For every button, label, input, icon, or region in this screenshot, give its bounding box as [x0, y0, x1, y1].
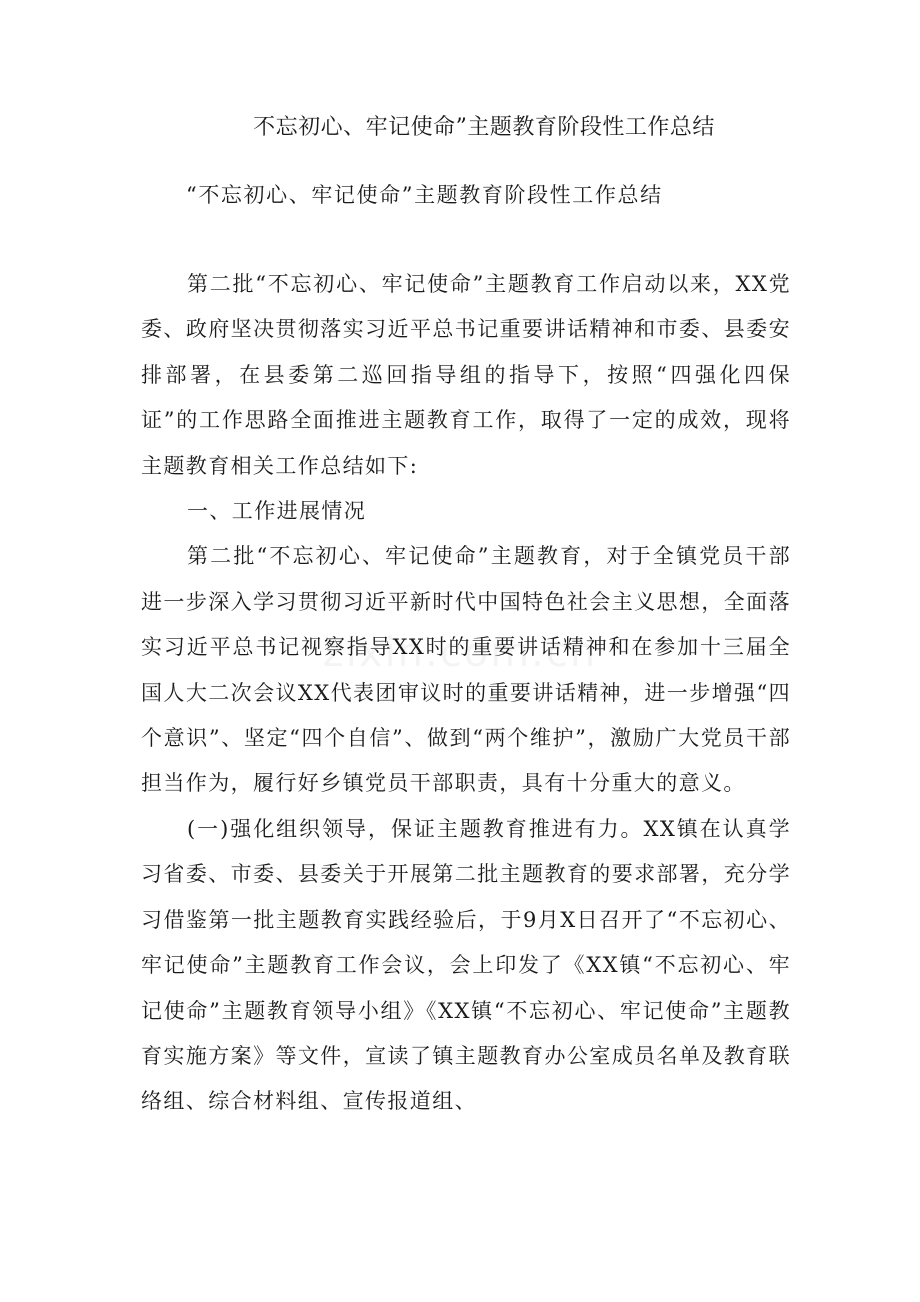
- document-subtitle: “不忘初心、牢记使命”主题教育阶段性工作总结: [186, 183, 663, 207]
- body-paragraph: 第二批“不忘初心、牢记使命”主题教育，对于全镇党员干部进一步深入学习贯彻习近平新时代中国特色社会主义思想，全面落实习近平总书记视察指导XX时的重要讲话精神和在参加十三届全国人大二次会议XX代表团审议时的重要讲话精神，进一步增强“四个意识”、坚定“四个自信”、做到“两个维护”，激励广大党员干部担当作为，履行好乡镇党员干部职责，具有十分重大的意义。: [141, 544, 791, 796]
- body-paragraph: (一)强化组织领导，保证主题教育推进有力。XX镇在认真学习省委、市委、县委关于开展第二批主题教育的要求部署，充分学习借鉴第一批主题教育实践经验后，于9月X日召开了“不忘初心、牢记使命”主题教育工作会议，会上印发了《XX镇“不忘初心、牢记使命”主题教育领导小组》《XX镇“不忘初心、牢记使命”主题教育实施方案》等文件，宣读了镇主题教育办公室成员名单及教育联络组、综合材料组、宣传报道组、: [141, 816, 791, 1114]
- document-title: 不忘初心、牢记使命”主题教育阶段性工作总结: [253, 115, 715, 140]
- section-heading: 一、工作进展情况: [187, 499, 367, 524]
- document-body: [141, 262, 791, 1125]
- intro-paragraph: 第二批“不忘初心、牢记使命”主题教育工作启动以来，XX党委、政府坚决贯彻落实习近平总书记重要讲话精神和市委、县委安排部署，在县委第二巡回指导组的指导下，按照“四强化四保证”的工作思路全面推进主题教育工作，取得了一定的成效，现将主题教育相关工作总结如下:: [141, 272, 791, 478]
